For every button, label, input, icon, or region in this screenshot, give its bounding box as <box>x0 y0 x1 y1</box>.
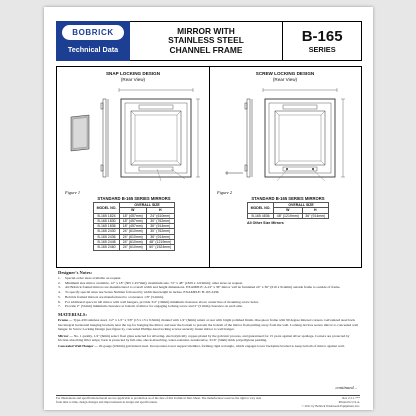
materials-lead: Concealed Wall Hanger — <box>58 344 99 349</box>
col-model: MODEL NO. <box>94 203 120 214</box>
note-text: Bobrick framed mirrors are manufactured to a tolerance 1/8" (3.2mm). <box>65 294 164 299</box>
cell: 24" (610mm) <box>146 213 174 218</box>
brand-box <box>56 21 130 61</box>
notes-list <box>58 276 360 309</box>
panel-divider <box>209 67 210 267</box>
footer-revision: Rev 2.5.1-*** <box>342 396 360 400</box>
cell: 24" (610mm) <box>120 240 146 245</box>
notes-heading: Designer's Notes: <box>58 270 93 275</box>
cell: B-165 1824 <box>94 213 120 218</box>
document-title: MIRROR WITH STAINLESS STEEL CHANNEL FRAME <box>168 25 244 55</box>
materials-text: 20-gauge (0.9mm) galvanized steel. Incorporates lower support member, forming rigid rectangle, which engages lower backplate bracket to keep bottom of mirror against wall. <box>98 344 345 349</box>
note-text: Provide 2" (51mm) minimum clearance at bottom of mirror for engaging locking screw and 2" (51mm) clearance on each side. <box>65 304 243 309</box>
footer-copyright: © 2011 by Bobrick Washroom Equipment, Inc. <box>301 403 360 408</box>
screw-size-table <box>247 196 329 225</box>
materials-heading: MATERIALS: <box>58 311 88 317</box>
other-sizes-note: All Other Size Mirrors <box>247 220 284 225</box>
table-row <box>94 218 175 223</box>
model-series: SERIES <box>308 44 336 54</box>
note-text: Special-order sizes available on request. <box>65 276 122 280</box>
cell: 36" (914mm) <box>146 234 174 239</box>
note-number: 5. <box>58 294 61 299</box>
screw-view-subtitle: (Rear View) <box>272 76 298 82</box>
figure-1-caption: Figure 1 <box>65 190 81 195</box>
header <box>56 21 362 61</box>
col-w: W <box>274 208 302 213</box>
col-model: MODEL NO. <box>248 203 274 214</box>
materials-frame <box>58 318 360 332</box>
note-number: 2. <box>58 280 61 285</box>
cell: 48" (1219mm) <box>274 213 302 218</box>
col-overall: OVERALL SIZE <box>120 203 175 208</box>
screw-table <box>247 202 329 219</box>
note-number: 4. <box>58 290 61 295</box>
note-number: 6. <box>58 299 61 304</box>
materials-text: Type-430 stainless steel, 1/2" x 1/2" x 3/8" (13 x 13 x 9.5mm) channel with 1/4" (6mm) return at rear with bright polished finish. One-piece frame with 90 degree mitered corners. Galvanized steel back has integral horizontal hanging brackets near the top for hanging the mirror and near the bottom to prevent the bottom of the mirror from pulling away from the wall. Locking devices secure mirror to concealed wall hanger. In Screw Locking Design (see figure 2), concealed Phillips-head locking screws securely fasten mirror to wall hanger. <box>58 317 359 332</box>
note-number: 1. <box>58 276 61 280</box>
cell: 30" (762mm) <box>146 229 174 234</box>
table-row <box>94 240 175 245</box>
snap-view-title <box>57 71 209 82</box>
materials-lead: Frame — <box>58 317 74 322</box>
figure-2-caption: Figure 2 <box>217 190 233 195</box>
materials-hanger <box>58 344 360 349</box>
snap-table-title: STANDARD B-165 SERIES MIRRORS <box>97 196 171 201</box>
screw-locking-drawing <box>213 85 359 185</box>
title-box <box>130 21 284 61</box>
col-w: W <box>120 208 146 213</box>
table-row <box>94 229 175 234</box>
screw-view-title <box>209 71 361 82</box>
footer-info <box>302 397 360 409</box>
materials-lead: Mirror — <box>58 333 74 338</box>
screw-table-title: STANDARD B-165 SERIES MIRRORS <box>251 196 325 201</box>
snap-table <box>93 202 175 251</box>
col-overall: OVERALL SIZE <box>274 203 329 208</box>
cell: B-165 4836 <box>248 213 274 218</box>
cell: 24" (610mm) <box>120 234 146 239</box>
notes-section <box>58 270 360 351</box>
cell: B-165 2430 <box>94 229 120 234</box>
model-box <box>283 21 362 61</box>
cell: 36" (914mm) <box>302 213 328 218</box>
cell: 30" (762mm) <box>146 218 174 223</box>
screw-view-title-text: SCREW LOCKING DESIGN <box>255 71 315 76</box>
cell: B-165 2448 <box>94 240 120 245</box>
note-text: Minimum size mirror available, 12" x 18" (305 x 457mm); maximum size, 72" x 48" (1829 x 1219mm); other sizes on request. <box>65 280 243 285</box>
cell: B-165 1830 <box>94 218 120 223</box>
materials-text: No. 1 quality, 1/4" (6mm) select float glass selected for silvering, electrolytically copper-plated by the galvanic process, and guaranteed for 15 years against silver spoilage. Corners are protected by friction-absorbing filler strips; back is protected by full-size, shock-absorbing, water-resistant, nonabrasive, 3/16" (5mm) thick polyethylene padding. <box>58 333 350 343</box>
snap-view-title-text: SNAP LOCKING DESIGN <box>105 71 161 76</box>
table-row <box>94 234 175 239</box>
cell: 18" (457mm) <box>120 224 146 229</box>
materials-mirror <box>58 334 360 343</box>
data-sheet-page <box>44 7 373 410</box>
note-text: To specify special sizes use Series Number followed by width then height in inches. EXAMPLE: B-165 2436. <box>65 290 220 295</box>
continued-label: continued... <box>335 385 357 390</box>
cell: B-165 2436 <box>94 234 120 239</box>
list-item <box>58 304 360 309</box>
table-row <box>94 213 175 218</box>
drawing-panel <box>56 66 362 268</box>
snap-size-table <box>93 196 175 251</box>
snap-view-subtitle: (Rear View) <box>120 76 146 82</box>
cell: B-165 2460 <box>94 245 120 250</box>
footer-printed: Printed in U.S.A. <box>338 399 360 404</box>
cell: 18" (457mm) <box>120 218 146 223</box>
note-text: All Bobrick framed mirrors are manufactured to overall width and height dimensions. EXAMPLE: A 24" x 36" mirror will be furnished 24" x 36" (610 x 914mm) outside frame to outside of frame. <box>65 285 341 290</box>
table-row <box>94 245 175 250</box>
bobrick-logo <box>62 25 124 40</box>
cell: 24" (610mm) <box>120 245 146 250</box>
cell: 36" (914mm) <box>146 224 174 229</box>
cell: B-165 1836 <box>94 224 120 229</box>
note-text: For additional space in tall mirror with wall hangers, provide 3/4" (19mm) minimum clearance above center line of mounting screw holes. <box>65 299 259 304</box>
model-number: B-165 <box>301 27 343 45</box>
note-number: 7. <box>58 304 61 309</box>
cell: 24" (610mm) <box>120 229 146 234</box>
cell: 60" (1524mm) <box>146 245 174 250</box>
cell: 18" (457mm) <box>120 213 146 218</box>
snap-locking-drawing <box>61 85 207 185</box>
col-h: H <box>302 208 328 213</box>
col-h: H <box>146 208 174 213</box>
table-row <box>94 224 175 229</box>
logo-text: BOBRICK <box>72 28 114 37</box>
footer-disclaimer: For illustrations and specifications herein are not applicable to production as of the date of this Technical Data Sheet. The manufacturer reserves the right to vary data from time to time, design changes and improvements in design and specifications. <box>56 396 262 404</box>
table-row <box>248 213 329 218</box>
cell: 48" (1219mm) <box>146 240 174 245</box>
note-number: 3. <box>58 285 61 290</box>
brand-subtitle: Technical Data <box>67 45 119 54</box>
